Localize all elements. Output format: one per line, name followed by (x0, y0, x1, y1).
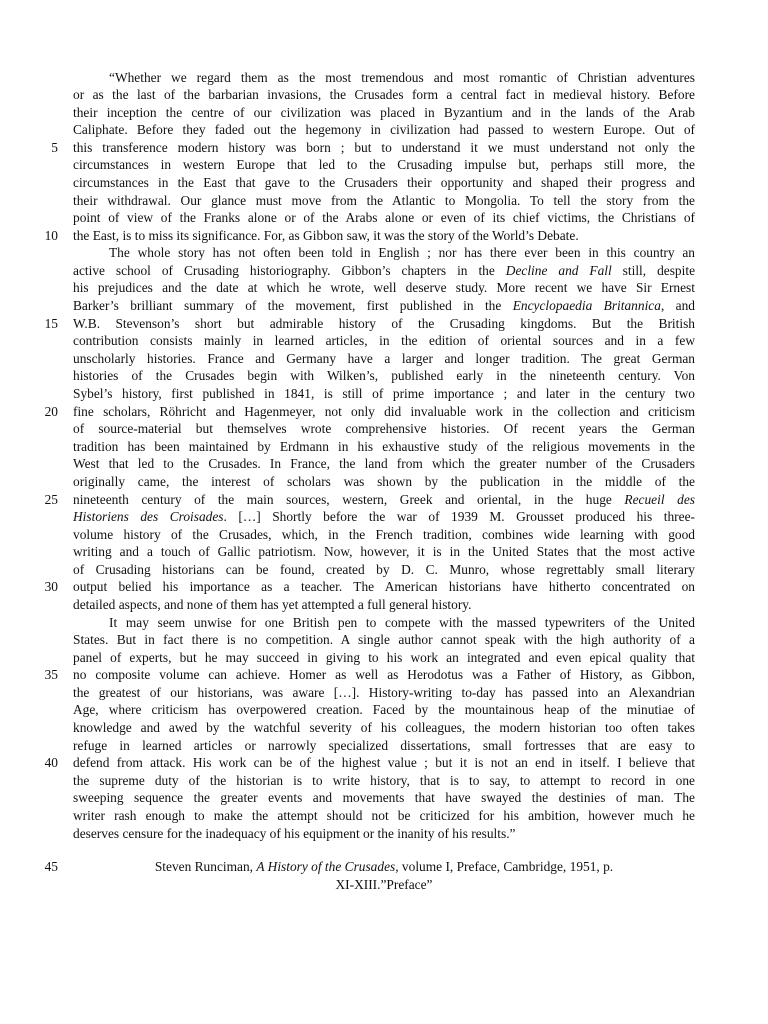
paragraph-2-line: his prejudices and the date at which he wrote, well deserve study. More recent we have Sir Ernest (73, 280, 695, 295)
paragraph-2-line: Sybel’s history, first published in 1841, is still of prime importance ; and later in the century two (73, 386, 695, 401)
paragraph-2-line: output belied his importance as a teacher. The American historians have hitherto concentrated on (73, 579, 695, 594)
paragraph-2-line: writing and a touch of Gallic patriotism. Now, however, it is in the United States that the most active (73, 544, 695, 559)
paragraph-2-line: detailed aspects, and none of them has yet attempted a full general history. (73, 597, 472, 612)
paragraph-2-line: fine scholars, Röhricht and Hagenmeyer, not only did invaluable work in the collection and criticism (73, 404, 695, 419)
paragraph-1-line: Caliphate. Before they faded out the hegemony in civilization had passed to western Europe. Out of (73, 122, 695, 137)
line-number: 40 (44, 755, 58, 770)
paragraph-3-line: no composite volume can achieve. Homer as well as Herodotus was a Father of History, as Gibbon, (73, 667, 695, 682)
paragraph-1-line: point of view of the Franks alone or of the Arabs alone or even of its chief victims, the Christians of (73, 210, 695, 225)
line-number: 20 (44, 404, 58, 419)
citation-line (73, 858, 695, 876)
text-run: Barker’s brilliant summary of the movement, first published in the (73, 298, 513, 313)
paragraph-1-line: their inception the centre of our civilization was placed in Byzantium and in the lands of the Arab (73, 105, 695, 120)
paragraph-3-line: It may seem unwise for one British pen to compete with the massed typewriters of the United (109, 615, 695, 630)
book-title: Recueil des (624, 492, 696, 507)
paragraph-2-line: contribution consists mainly in learned articles, in the edition of oriental sources and in a few (73, 333, 695, 348)
citation-line-2: XI-XIII.”Preface” (335, 877, 433, 892)
text-run: nineteenth century of the main sources, western, Greek and oriental, in the huge (73, 492, 625, 507)
paragraph-3-line: the supreme duty of the historian is to write history, that is to say, to attempt to record in one (73, 773, 695, 788)
paragraph-2-line: unscholarly histories. France and Germany have a larger and longer tradition. The great German (73, 351, 695, 366)
paragraph-3-line: writer rash enough to make the attempt should not be criticized for his ambition, however much he (73, 808, 695, 823)
line-number: 15 (44, 316, 58, 331)
paragraph-1-line: the East, is to miss its significance. For, as Gibbon saw, it was the story of the World’s Debate. (73, 228, 579, 243)
paragraph-2-line (73, 297, 695, 315)
paragraph-2-line: West that led to the Crusades. In France, the land from which the greater number of the Crusaders (73, 456, 695, 471)
paragraph-2-line: volume history of the Crusades, which, in the French tradition, combines wide learning with good (73, 527, 695, 542)
paragraph-1-line: “Whether we regard them as the most tremendous and most romantic of Christian adventures (109, 70, 695, 85)
text-run: active school of Crusading historiography. Gibbon’s chapters in the (73, 263, 506, 278)
line-number: 35 (44, 667, 58, 682)
text-run: . […] Shortly before the war of 1939 M. Grousset produced his three- (223, 509, 695, 524)
paragraph-2-line: of source-material but themselves wrote comprehensive histories. Of recent years the German (73, 421, 695, 436)
paragraph-3-line: refuge in learned articles or narrowly specialized dissertations, small fortresses that are easy to (73, 738, 695, 753)
paragraph-2-line (73, 262, 695, 280)
book-title: Historiens des Croisades (73, 509, 224, 524)
paragraph-2-line (73, 491, 695, 509)
paragraph-3-line: defend from attack. His work can be of the highest value ; but it is not an end in itself. I believe that (73, 755, 695, 770)
book-title: Decline and Fall (505, 263, 612, 278)
paragraph-2-line: histories of the Crusades begin with Wilken’s, published early in the nineteenth century. Von (73, 368, 695, 383)
paragraph-2-line: originally came, the interest of scholars was shown by the publication in the middle of the (73, 474, 695, 489)
paragraph-3-line: deserves censure for the inadequacy of his equipment or the inanity of his results.” (73, 826, 516, 841)
paragraph-2-line: tradition has been maintained by Erdmann in his exhaustive study of the religious movements in the (73, 439, 695, 454)
paragraph-1-line: circumstances in the East that gave to the Crusaders their opportunity and shaped their progress and (73, 175, 695, 190)
paragraph-1-line: circumstances in western Europe that led to the Crusading impulse but, perhaps still more, the (73, 157, 695, 172)
paragraph-2-line: The whole story has not often been told in English ; nor has there ever been in this country an (109, 245, 695, 260)
paragraph-2-line (73, 508, 695, 526)
book-title: Encyclopaedia Britannica (512, 298, 661, 313)
paragraph-3-line: Age, where criticism has overpowered creation. Faced by the mountainous heap of the minutiae of (73, 702, 695, 717)
paragraph-1-line: this transference modern history was born ; but to understand it we must understand not only the (73, 140, 695, 155)
text-run: still, despite (611, 263, 696, 278)
paragraph-3-line: the greatest of our historians, was aware […]. History-writing to-day has passed into an Alexandrian (73, 685, 695, 700)
citation-details: , volume I, Preface, Cambridge, 1951, p. (395, 859, 614, 874)
paragraph-2-line: of Crusading historians can be found, created by D. C. Munro, whose regrettably small literary (73, 562, 695, 577)
line-number: 45 (44, 859, 58, 874)
citation-author: Steven Runciman, (154, 859, 257, 874)
line-number: 30 (44, 579, 58, 594)
paragraph-2-line: W.B. Stevenson’s short but admirable history of the Crusading kingdoms. But the British (73, 316, 695, 331)
paragraph-1-line: or as the last of the barbarian invasions, the Crusades form a central fact in medieval history. Before (73, 87, 695, 102)
line-number: 10 (44, 228, 58, 243)
line-number: 25 (44, 492, 58, 507)
paragraph-3-line: knowledge and awed by the watchful severity of his colleagues, the modern historian too often takes (73, 720, 695, 735)
paragraph-1-line: their withdrawal. Our glance must move from the Atlantic to Mongolia. To tell the story from the (73, 193, 695, 208)
paragraph-3-line: sweeping sequence the greater events and movements that have swayed the destinies of man. The (73, 790, 695, 805)
paragraph-3-line: States. But in fact there is no competition. A single author cannot speak with the high authority of a (73, 632, 695, 647)
line-number: 5 (51, 140, 58, 155)
paragraph-3-line: panel of experts, but he may succeed in giving to his work an integrated and even epical quality that (73, 650, 695, 665)
citation-title: A History of the Crusades (256, 859, 396, 874)
text-run: , and (660, 298, 695, 313)
